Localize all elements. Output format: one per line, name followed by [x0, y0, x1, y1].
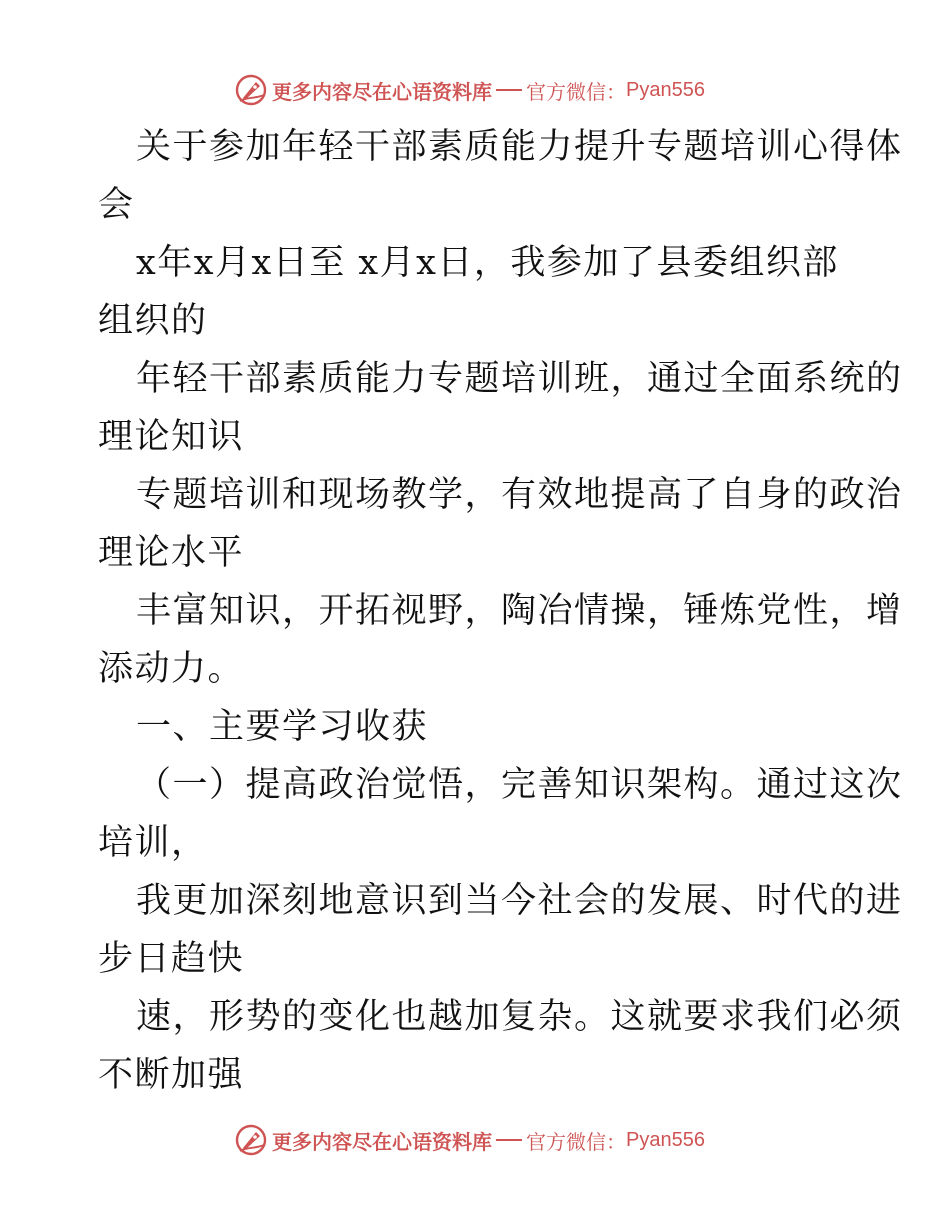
text-line: 理论水平: [98, 533, 245, 573]
section-heading: 一、主要学习收获: [136, 707, 429, 747]
pen-nib-logo-icon: [234, 73, 268, 107]
text-line: 我更加深刻地意识到当今社会的发展、时代的进: [136, 881, 903, 921]
text-line: x年x月x日至 x月x日，我参加了县委组织部: [136, 243, 839, 283]
banner-site-name: 更多内容尽在心语资料库: [272, 1129, 492, 1154]
footer-banner: [234, 1120, 705, 1160]
text-line: 丰富知识，开拓视野，陶冶情操，锤炼党性，增: [136, 591, 903, 631]
banner-official-label: 官方微信：: [526, 79, 626, 104]
text-line: 组织的: [98, 301, 208, 341]
banner-account-id: Pyan556: [626, 1128, 705, 1151]
text-line: 步日趋快: [98, 939, 245, 979]
pen-nib-logo-icon: [234, 1123, 268, 1157]
text-line: （一）提高政治觉悟，完善知识架构。通过这次: [136, 765, 903, 805]
text-line: 关于参加年轻干部素质能力提升专题培训心得体: [136, 127, 903, 167]
banner-site-name: 更多内容尽在心语资料库: [272, 79, 492, 104]
text-line: 不断加强: [98, 1055, 245, 1095]
document-body: [98, 118, 903, 1104]
text-line: 理论知识: [98, 417, 245, 457]
text-line: 会: [98, 185, 135, 225]
banner-account-id: Pyan556: [626, 78, 705, 101]
text-line: 年轻干部素质能力专题培训班，通过全面系统的: [136, 359, 903, 399]
text-line: 专题培训和现场教学，有效地提高了自身的政治: [136, 475, 903, 515]
banner-dash: [496, 89, 522, 91]
text-line: 培训，: [98, 823, 208, 863]
banner-official-label: 官方微信：: [526, 1129, 626, 1154]
text-line: 添动力。: [98, 649, 245, 689]
text-line: 速，形势的变化也越加复杂。这就要求我们必须: [136, 997, 903, 1037]
header-banner: [234, 70, 705, 110]
banner-dash: [496, 1139, 522, 1141]
